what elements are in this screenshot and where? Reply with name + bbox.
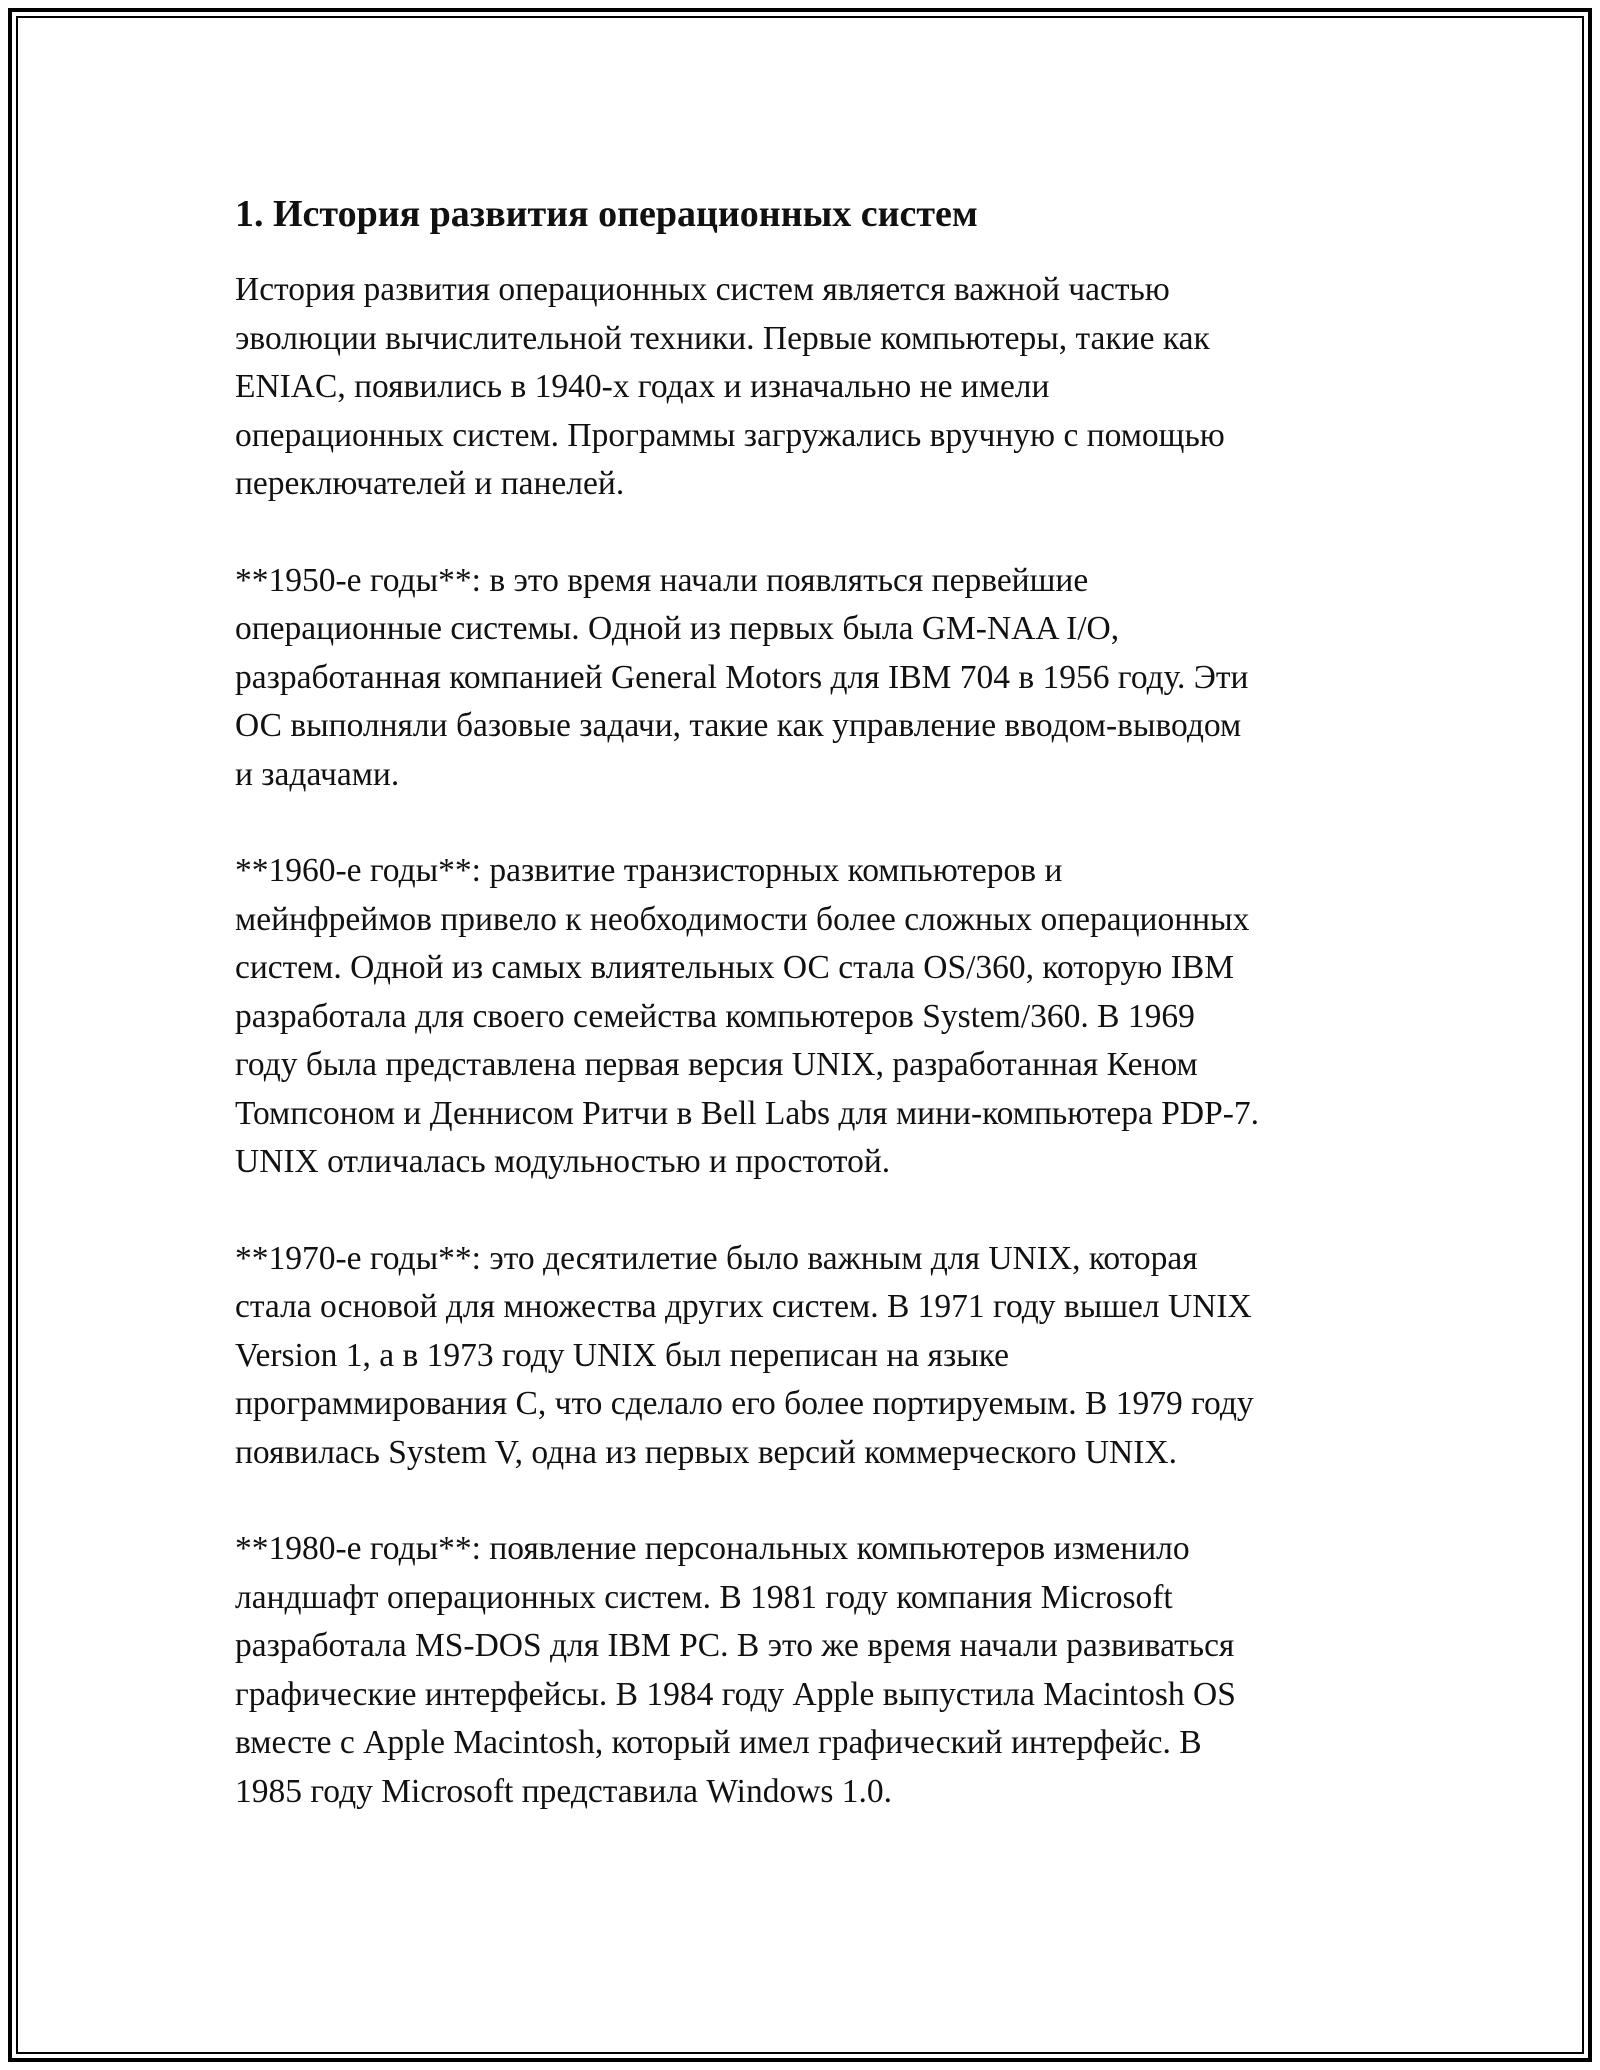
paragraph-intro: История развития операционных систем является важной частью эволюции вычислительной техники. Первые компьютеры, такие как ENIAC, появились в 1940-х годах и изначально не имели операционных систем. Программы загружались вручную с помощью переключателей и панелей.: [235, 271, 1225, 502]
paragraph-1960s: **1960-е годы**: развитие транзисторных компьютеров и мейнфреймов привело к необходимости более сложных операционных систем. Одной из самых влиятельных ОС стала OS/360, которую IBM разработала для своего семейства компьютеров System/360. В 1969 году была представлена первая версия UNIX, разработанная Кеном Томпсоном и Деннисом Ритчи в Bell Labs для мини-компьютера PDP-7. UNIX отличалась модульностью и простотой.: [235, 852, 1260, 1180]
paragraph-1950s: **1950-е годы**: в это время начали появляться первейшие операционные системы. Одной из первых была GM-NAA I/O, разработанная компанией General Motors для IBM 704 в 1956 году. Эти ОС выполняли базовые задачи, такие как управление вводом-выводом и задачами.: [235, 561, 1249, 793]
section-heading: 1. История развития операционных систем: [235, 193, 978, 235]
document-body: [235, 186, 1385, 1864]
paragraph-1970s: **1970-е годы**: это десятилетие было важным для UNIX, которая стала основой для множества других систем. В 1971 году вышел UNIX Version 1, а в 1973 году UNIX был переписан на языке программирования C, что сделало его более портируемым. В 1979 году появилась System V, одна из первых версий коммерческого UNIX.: [235, 1239, 1254, 1471]
paragraph-1980s: **1980-е годы**: появление персональных компьютеров изменило ландшафт операционных систем. В 1981 году компания Microsoft разработала MS-DOS для IBM PC. В это же время начали развиваться графические интерфейсы. В 1984 году Apple выпустила Macintosh OS вместе с Apple Macintosh, который имел графический интерфейс. В 1985 году Microsoft представила Windows 1.0.: [235, 1530, 1236, 1810]
